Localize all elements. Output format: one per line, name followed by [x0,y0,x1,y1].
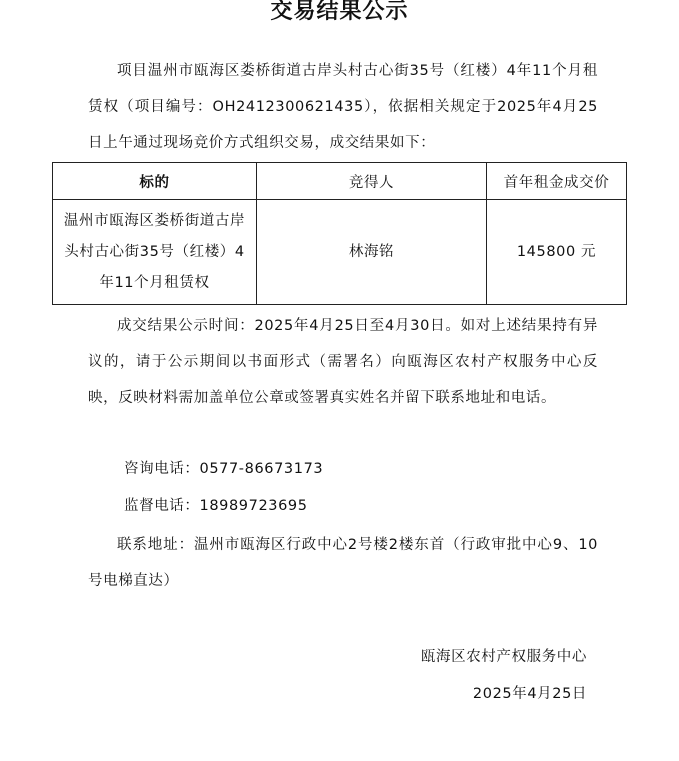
cell-winner: 林海铭 [257,200,487,305]
cell-price: 145800 元 [487,200,627,305]
contact-address: 联系地址：温州市瓯海区行政中心2号楼2楼东首（行政审批中心9、10号电梯直达） [88,537,598,589]
table-header-row [53,163,627,200]
issuer-name: 瓯海区农村产权服务中心 [420,649,587,665]
column-header-winner: 竞得人 [257,163,487,200]
result-table [52,162,627,305]
notice-paragraph: 成交结果公示时间：2025年4月25日至4月30日。如对上述结果持有异议的，请于公示期间以书面形式（需署名）向瓯海区农村产权服务中心反映，反映材料需加盖单位公章或签署真实姓名并留下联系地址和电话。 [88,318,598,406]
cell-subject: 温州市瓯海区娄桥街道古岸头村古心街35号（红楼）4年11个月租赁权 [53,200,257,305]
issue-date: 2025年4月25日 [472,686,587,702]
intro-paragraph: 项目温州市瓯海区娄桥街道古岸头村古心街35号（红楼）4年11个月租赁权（项目编号：OH2412300621435），依据相关规定于2025年4月25日上午通过现场竞价方式组织交易，成交结果如下： [88,63,598,151]
column-header-subject: 标的 [53,163,257,200]
consult-phone: 咨询电话：0577-86673173 [124,461,324,477]
supervise-phone: 监督电话：18989723695 [124,498,308,514]
table-row [53,200,627,305]
page-title: 交易结果公示 [270,0,409,24]
column-header-price: 首年租金成交价 [487,163,627,200]
